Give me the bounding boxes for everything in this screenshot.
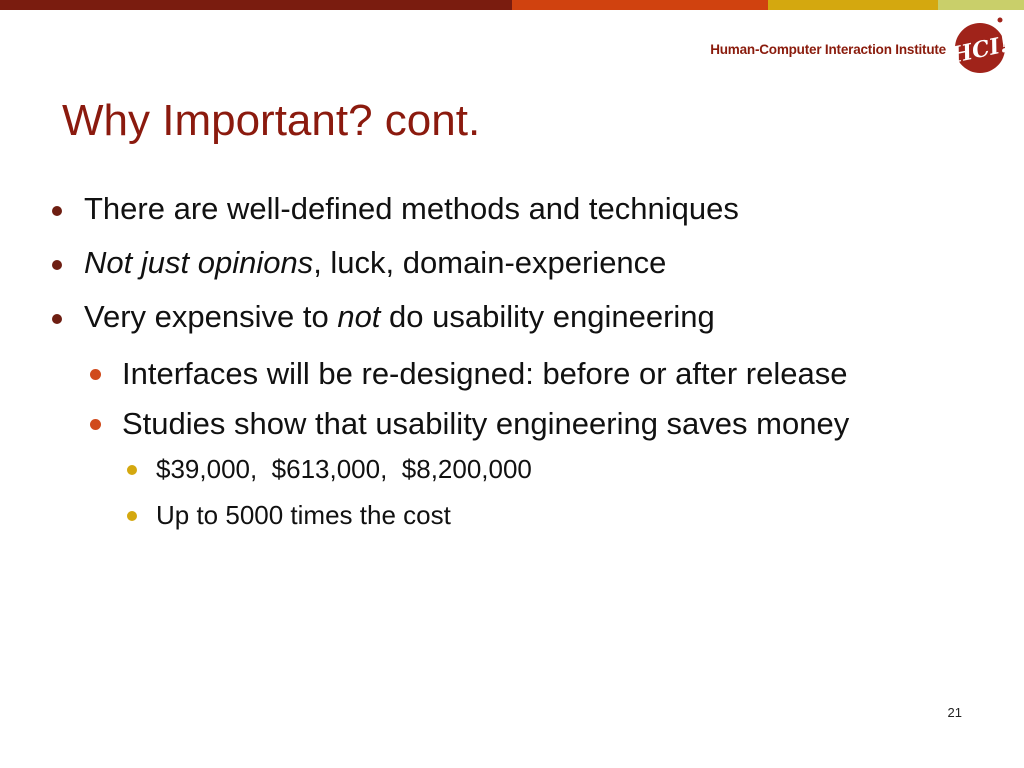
sub-sub-bullet-item — [122, 452, 946, 486]
bullet-text-italic: not — [337, 299, 381, 334]
slide-title: Why Important? cont. — [62, 96, 481, 145]
institute-branding — [710, 14, 1010, 76]
sub-sub-bullet-text: $39,000, $613,000, $8,200,000 — [156, 454, 532, 484]
page-number: 21 — [947, 705, 962, 720]
sub-bullet-item — [84, 402, 902, 446]
top-bar-lime-segment — [938, 0, 1024, 10]
bullet-dot-icon — [90, 419, 101, 430]
bullet-text: There are well-defined methods and techniques — [84, 191, 739, 226]
institute-name: Human-Computer Interaction Institute — [710, 41, 946, 57]
sub-sub-bullet-item — [122, 498, 946, 532]
logo-text: HCI! — [952, 31, 1010, 69]
bullet-dot-icon — [52, 260, 62, 270]
bullet-item — [46, 190, 946, 228]
bullet-item — [46, 298, 946, 336]
top-bar-red-segment — [512, 0, 768, 10]
bullet-dot-icon — [127, 465, 137, 475]
bullet-dot-icon — [127, 511, 137, 521]
bullet-text: do usability engineering — [380, 299, 715, 334]
sub-sub-bullet-text: Up to 5000 times the cost — [156, 500, 451, 530]
bullet-text: Very expensive to — [84, 299, 338, 334]
top-bar-dark-segment — [0, 0, 512, 10]
bullet-text-italic: Not just opinions — [84, 245, 314, 280]
sub-bullet-item — [84, 352, 902, 396]
bullet-dot-icon — [52, 206, 62, 216]
slide-body — [46, 190, 946, 544]
bullet-dot-icon — [52, 314, 62, 324]
hci-logo — [952, 14, 1010, 76]
sub-bullet-text: Interfaces will be re-designed: before or after release — [122, 356, 848, 391]
sub-bullet-text: Studies show that usability engineering saves money — [122, 406, 850, 441]
top-bar-gold-segment — [768, 0, 938, 10]
bullet-text: , luck, domain-experience — [313, 245, 667, 280]
bullet-dot-icon — [90, 369, 101, 380]
bullet-item — [46, 244, 946, 282]
top-color-bar — [0, 0, 1024, 10]
